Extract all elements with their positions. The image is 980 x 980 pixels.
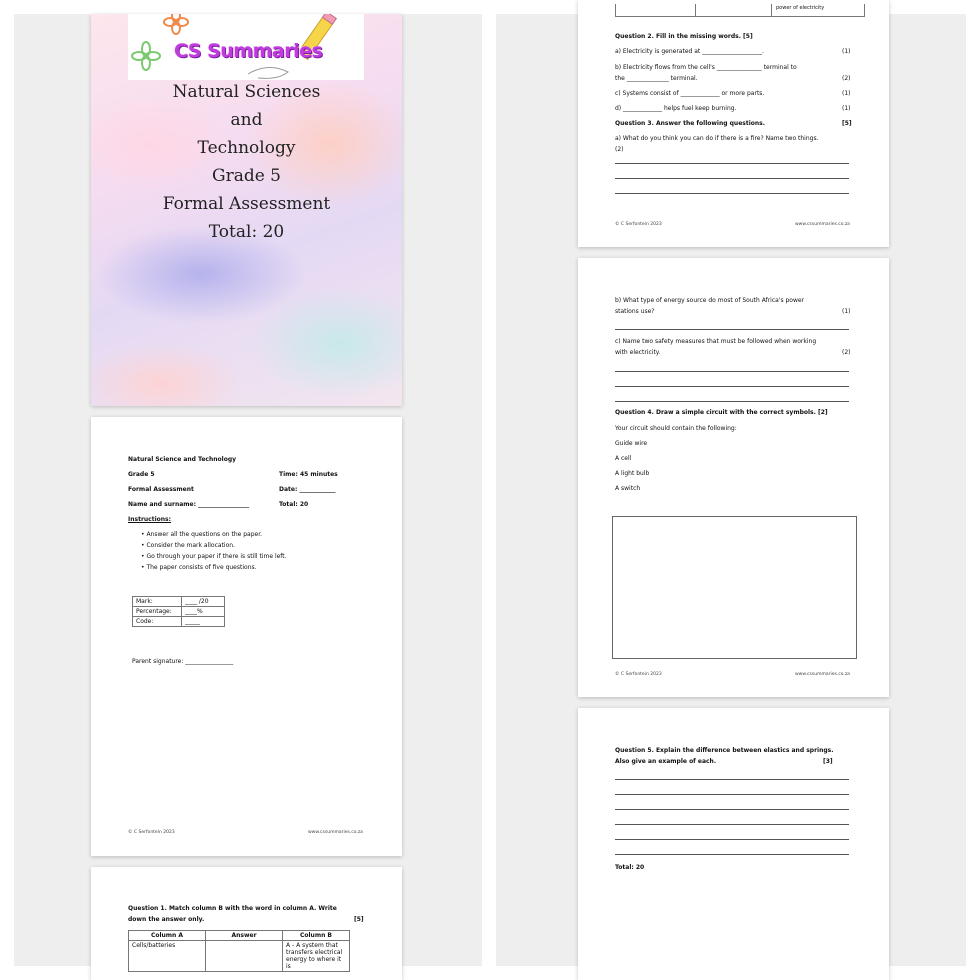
q3b-text-cont: stations use? xyxy=(615,308,655,315)
matching-table xyxy=(128,930,350,972)
q2b-text-cont: the ______________ terminal. xyxy=(615,75,698,82)
q2c-mark: (1) xyxy=(842,90,851,97)
instruction-item: • Go through your paper if there is still time left. xyxy=(141,553,287,560)
answer-line[interactable] xyxy=(615,193,849,194)
q1-marks: [5] xyxy=(354,916,364,923)
answer-line[interactable] xyxy=(615,386,849,387)
table-row xyxy=(129,931,350,941)
logo-banner xyxy=(128,14,364,80)
q1-title-cont: down the answer only. xyxy=(128,916,205,923)
q4-title: Question 4. Draw a simple circuit with the correct symbols. [2] xyxy=(615,409,828,416)
page-question-5[interactable] xyxy=(578,708,889,980)
parent-signature: Parent signature: ________________ xyxy=(132,658,234,665)
q5-title: Question 5. Explain the difference between elastics and springs. xyxy=(615,747,834,754)
answer-line[interactable] xyxy=(615,809,849,810)
q2c-text: c) Systems consist of _____________ or more parts. xyxy=(615,90,765,97)
cover-title-line-3: Technology xyxy=(197,138,296,158)
date-field: Date: ____________ xyxy=(279,486,336,493)
cover-title-line-2: and xyxy=(230,110,263,130)
q4-item-guide-wire: Guide wire xyxy=(615,440,648,447)
footer-website: www.cssummaries.co.za xyxy=(795,672,850,677)
q3c-text: c) Name two safety measures that must be followed when working xyxy=(615,338,817,345)
q2b-text: b) Electricity flows from the cell's _______________ terminal to xyxy=(615,64,797,71)
logo-text: CS Summaries xyxy=(174,40,323,62)
q2d-mark: (1) xyxy=(842,105,851,112)
table-row xyxy=(133,597,225,607)
q4-item-switch: A switch xyxy=(615,485,641,492)
name-field: Name and surname: _________________ xyxy=(128,501,250,508)
q3b-mark: (1) xyxy=(842,308,851,315)
answer-line[interactable] xyxy=(615,854,849,855)
percentage-value: ____% xyxy=(182,607,225,617)
page-question-2-3[interactable] xyxy=(578,0,889,247)
q2a-mark: (1) xyxy=(842,48,851,55)
page-info[interactable] xyxy=(91,417,402,856)
table-row xyxy=(133,607,225,617)
q2b-mark: (2) xyxy=(842,75,851,82)
cover-title-line-4: Grade 5 xyxy=(211,166,281,186)
instruction-item: • Consider the mark allocation. xyxy=(141,542,235,549)
footer-copyright: © C Serfontein 2023 xyxy=(615,672,662,677)
table-row xyxy=(133,617,225,627)
answer-header: Answer xyxy=(206,931,283,941)
answer-line[interactable] xyxy=(615,794,849,795)
marks-table xyxy=(132,596,225,627)
q3b-text: b) What type of energy source do most of South Africa's power xyxy=(615,297,805,304)
table-row xyxy=(129,941,350,972)
final-total: Total: 20 xyxy=(615,864,645,871)
column-a-cell: Cells/batteries xyxy=(129,941,206,972)
previous-table-fragment xyxy=(615,4,865,17)
q3a-text: a) What do you think you can do if there is a fire? Name two things. xyxy=(615,135,819,142)
column-b-cell: A - A system that transfers electrical energy to where it is xyxy=(283,941,350,972)
q4-item-cell: A cell xyxy=(615,455,632,462)
page-question-1[interactable] xyxy=(91,867,402,980)
mark-value: ____ /20 xyxy=(182,597,225,607)
q5-marks: [3] xyxy=(823,758,833,765)
instruction-item: • The paper consists of five questions. xyxy=(141,564,257,571)
page-question-3-4[interactable] xyxy=(578,258,889,697)
q3a-mark: (2) xyxy=(615,146,624,153)
percentage-label: Percentage: xyxy=(133,607,182,617)
q3-title: Question 3. Answer the following questions. xyxy=(615,120,766,127)
answer-line[interactable] xyxy=(615,371,849,372)
circuit-drawing-box[interactable] xyxy=(612,516,857,659)
answer-line[interactable] xyxy=(615,163,849,164)
answer-line[interactable] xyxy=(615,839,849,840)
instructions-heading: Instructions: xyxy=(128,516,172,523)
answer-line[interactable] xyxy=(615,401,849,402)
time-label: Time: 45 minutes xyxy=(279,471,338,478)
grade-label: Grade 5 xyxy=(128,471,155,478)
column-a-header: Column A xyxy=(129,931,206,941)
q1-title: Question 1. Match column B with the word in column A. Write xyxy=(128,905,337,912)
footer-copyright: © C Serfontein 2023 xyxy=(128,830,175,835)
code-label: Code: xyxy=(133,617,182,627)
assessment-label: Formal Assessment xyxy=(128,486,194,493)
column-b-header: Column B xyxy=(283,931,350,941)
answer-line[interactable] xyxy=(615,824,849,825)
q3-marks: [5] xyxy=(842,120,852,127)
q5-title-cont: Also give an example of each. xyxy=(615,758,717,765)
subject-label: Natural Science and Technology xyxy=(128,456,237,463)
cover-title-line-1: Natural Sciences xyxy=(172,82,321,102)
code-value: _____ xyxy=(182,617,225,627)
answer-cell[interactable] xyxy=(206,941,283,972)
footer-copyright: © C Serfontein 2023 xyxy=(615,222,662,227)
q3c-mark: (2) xyxy=(842,349,851,356)
answer-line[interactable] xyxy=(615,329,849,330)
footer-website: www.cssummaries.co.za xyxy=(795,222,850,227)
total-label: Total: 20 xyxy=(279,501,309,508)
q3c-text-cont: with electricity. xyxy=(615,349,661,356)
q2d-text: d) _____________ helps fuel keep burning. xyxy=(615,105,737,112)
q4-intro: Your circuit should contain the following: xyxy=(615,425,737,432)
cover-page[interactable] xyxy=(91,14,402,406)
instruction-item: • Answer all the questions on the paper. xyxy=(141,531,263,538)
q4-item-light-bulb: A light bulb xyxy=(615,470,650,477)
mark-label: Mark: xyxy=(133,597,182,607)
cover-title-line-6: Total: 20 xyxy=(208,222,285,242)
cover-title-line-5: Formal Assessment xyxy=(162,194,331,214)
q2a-text: a) Electricity is generated at ____________________. xyxy=(615,48,765,55)
answer-line[interactable] xyxy=(615,779,849,780)
q2-title: Question 2. Fill in the missing words. [5] xyxy=(615,33,753,40)
answer-line[interactable] xyxy=(615,178,849,179)
footer-website: www.cssummaries.co.za xyxy=(308,830,363,835)
table-fragment-text: power of electricity xyxy=(776,5,825,11)
